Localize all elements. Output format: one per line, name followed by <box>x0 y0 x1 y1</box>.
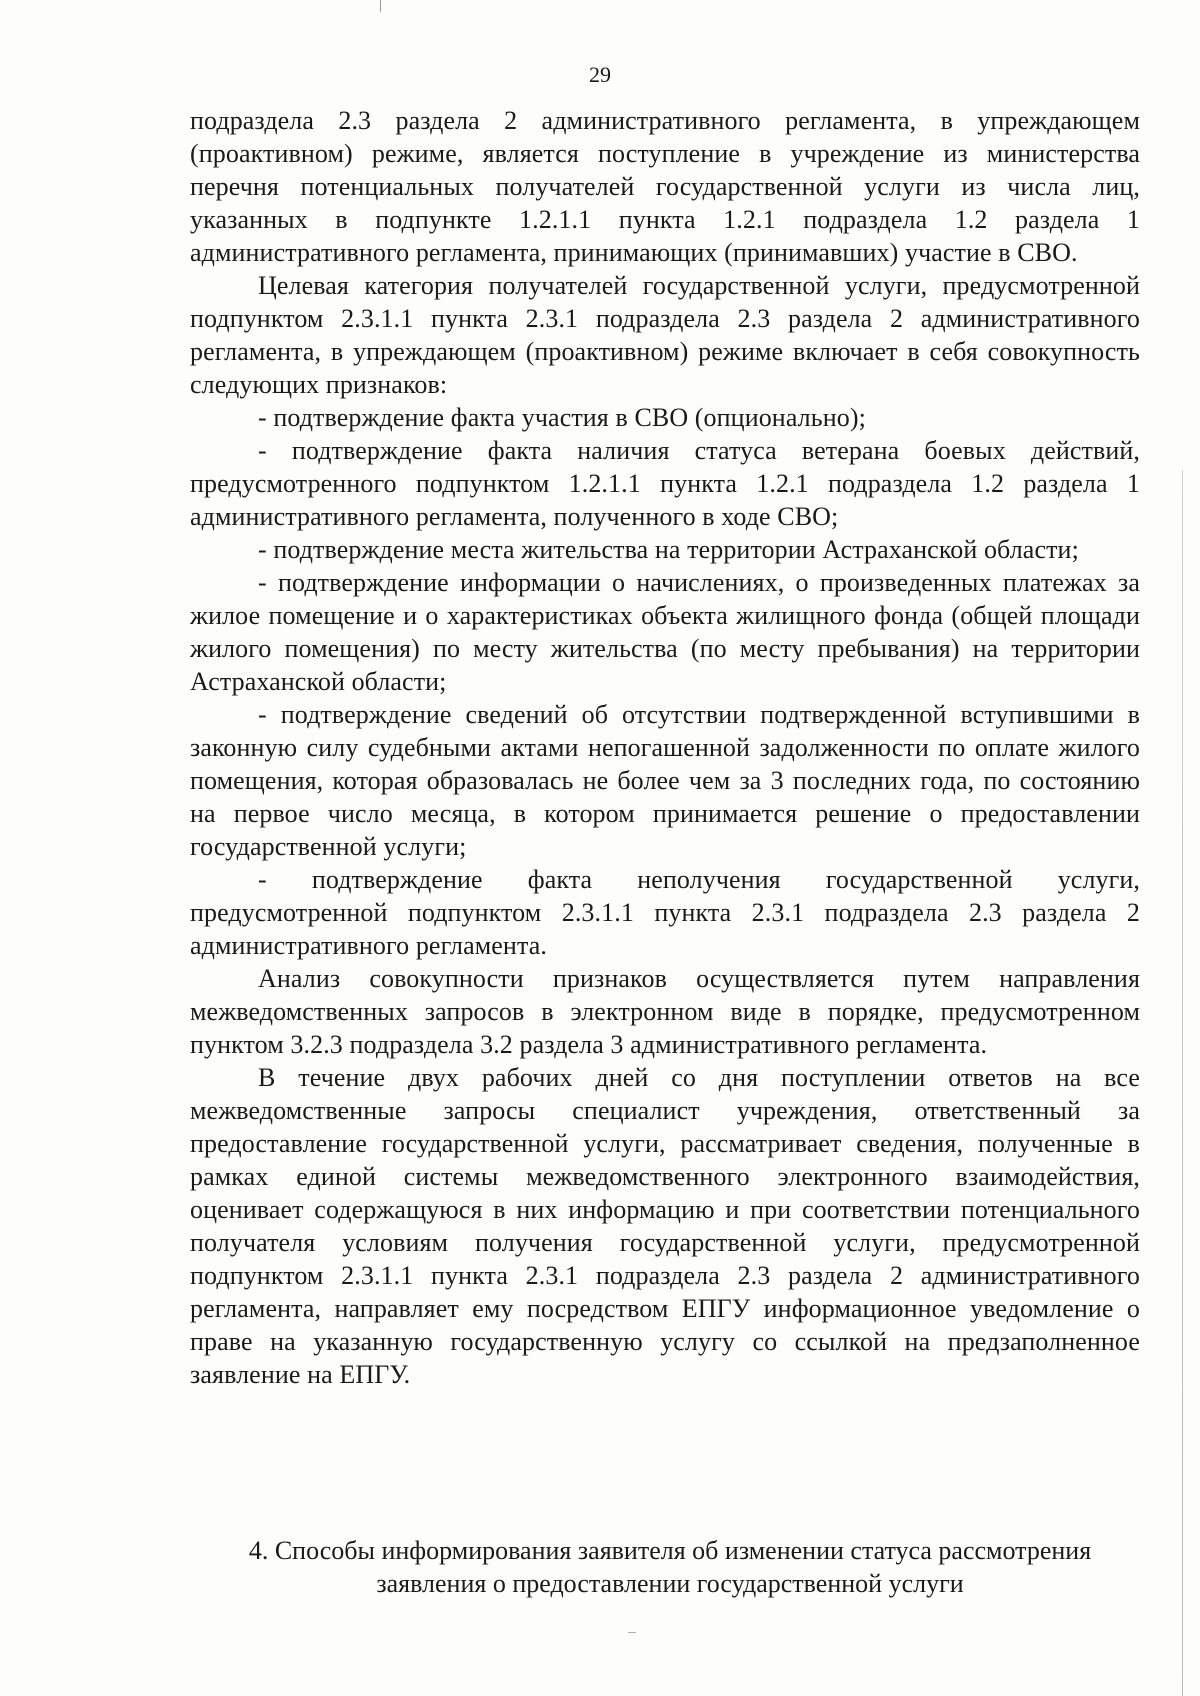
paragraph-continuation: подраздела 2.3 раздела 2 административного регламента, в упреждающем (проактивном) режиме, является поступление в учреждение из министерства перечня потенциальных получателей государственной услуги из числа лиц, указанных в подпункте 1.2.1.1 пункта 1.2.1 подраздела 1.2 раздела 1 административного регламента, принимающих (принимавших) участие в СВО. <box>190 106 1140 267</box>
page-number: 29 <box>589 62 611 87</box>
section-heading-line-2: заявления о предоставлении государственной услуги <box>376 1569 964 1598</box>
list-item-svo-participation: - подтверждение факта участия в СВО (опционально); <box>258 403 866 432</box>
scan-artifact <box>628 1632 636 1633</box>
paragraph-target-category: Целевая категория получателей государственной услуги, предусмотренной подпунктом 2.3.1.1 пункта 2.3.1 подраздела 2.3 раздела 2 административного регламента, в упреждающем (проактивном) режиме включает в себя совокупность следующих признаков: <box>190 271 1140 399</box>
scan-edge-line <box>1182 470 1183 1696</box>
list-item-veteran-status: - подтверждение факта наличия статуса ветерана боевых действий, предусмотренного подпунктом 1.2.1.1 пункта 1.2.1 подраздела 1.2 раздела 1 административного регламента, полученного в ходе СВО; <box>190 436 1140 531</box>
scan-edge-mark <box>380 0 381 12</box>
list-item-no-debt: - подтверждение сведений об отсутствии подтвержденной вступившими в законную силу судебными актами непогашенной задолженности по оплате жилого помещения, которая образовалась не более чем за 3 последних года, по состоянию на первое число месяца, в котором принимается решение о предоставлении государственной услуги; <box>190 700 1140 861</box>
section-heading-line-1: 4. Способы информирования заявителя об изменении статуса рассмотрения <box>248 1536 1092 1565</box>
paragraph-analysis: Анализ совокупности признаков осуществляется путем направления межведомственных запросов в электронном виде в порядке, предусмотренном пунктом 3.2.3 подраздела 3.2 раздела 3 административного регламента. <box>190 964 1140 1059</box>
list-item-residence: - подтверждение места жительства на территории Астраханской области; <box>258 535 1079 564</box>
body-text <box>190 104 1140 1391</box>
paragraph-review-procedure: В течение двух рабочих дней со дня поступлении ответов на все межведомственные запросы специалист учреждения, ответственный за предоставление государственной услуги, рассматривает сведения, полученные в рамках единой системы межведомственного электронного взаимодействия, оценивает содержащуюся в них информацию и при соответствии потенциального получателя условиям получения государственной услуги, предусмотренной подпунктом 2.3.1.1 пункта 2.3.1 подраздела 2.3 раздела 2 административного регламента, направляет ему посредством ЕПГУ информационное уведомление о праве на указанную государственную услугу со ссылкой на предзаполненное заявление на ЕПГУ. <box>190 1063 1140 1389</box>
list-item-payments-info: - подтверждение информации о начислениях, о произведенных платежах за жилое помещение и о характеристиках объекта жилищного фонда (общей площади жилого помещения) по месту жительства (по месту пребывания) на территории Астраханской области; <box>190 568 1140 696</box>
list-item-non-receipt: - подтверждение факта неполучения государственной услуги, предусмотренной подпунктом 2.3.1.1 пункта 2.3.1 подраздела 2.3 раздела 2 административного регламента. <box>190 865 1140 960</box>
section-heading <box>200 1534 1140 1600</box>
